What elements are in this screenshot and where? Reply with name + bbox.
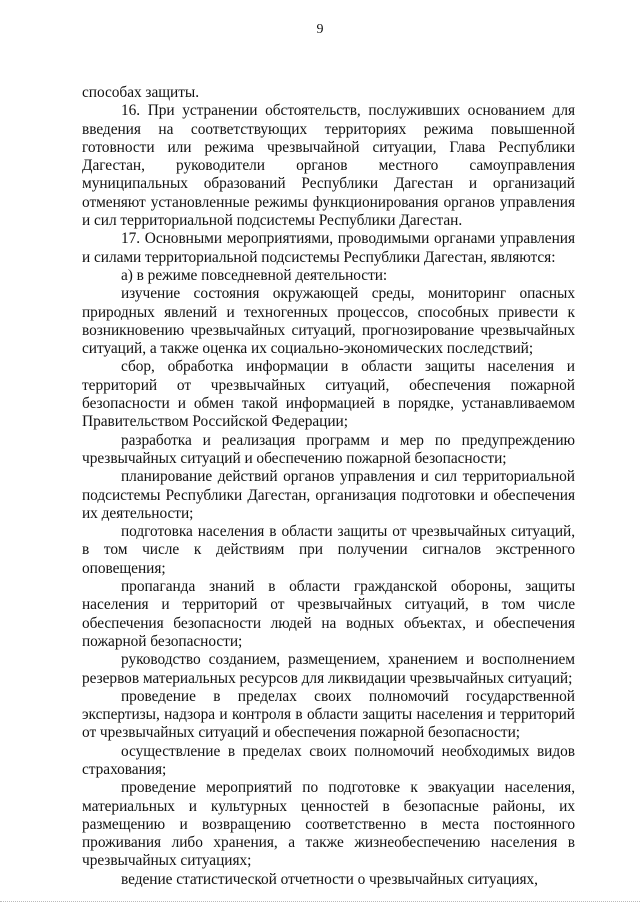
paragraph: ведение статистической отчетности о чрезвычайных ситуациях, [121,870,538,888]
paragraph: способах защиты. [82,84,199,101]
paragraph: проведение мероприятий по подготовке к эвакуации населения, материальных и культурных ценностей в безопасные районы, их размещению и возвращению соответственно в места постоянного проживания либо хранения, а также жизнеобеспечению населения в чрезвычайных ситуациях; [82,779,575,870]
paragraph-item-16: 16. При устранении обстоятельств, послуживших основанием для введения на соответствующих территориях режима повышенной готовности или режима чрезвычайной ситуации, Глава Республики Дагестан, руководители органов местного самоуправления муниципальных образований Республики Дагестан и организаций отменяют установленные режимы функционирования органов управления и сил территориальной подсистемы Республики Дагестан. [82,102,575,230]
paragraph-item-17: 17. Основными мероприятиями, проводимыми органами управления и силами территориальной подсистемы Республики Дагестан, являются: [82,230,575,266]
paragraph: пропаганда знаний в области гражданской обороны, защиты населения и территорий от чрезвычайных ситуаций, в том числе обеспечения безопасности людей на водных объектах, и обеспечения пожарной безопасности; [82,578,575,650]
paragraph: разработка и реализация программ и мер по предупреждению чрезвычайных ситуаций и обеспечению пожарной безопасности; [82,431,575,467]
paragraph: сбор, обработка информации в области защиты населения и территорий от чрезвычайных ситуаций, обеспечения пожарной безопасности и обмен такой информацией в порядке, устанавливаемом Правительством Российской Федерации; [82,358,575,431]
paragraph: руководство созданием, размещением, хранением и восполнением резервов материальных ресурсов для ликвидации чрезвычайных ситуаций; [82,651,575,687]
scan-bottom-edge [0,901,640,905]
paragraph: осуществление в пределах своих полномочий необходимых видов страхования; [82,742,575,778]
paragraph: проведение в пределах своих полномочий государственной экспертизы, надзора и контроля в области защиты населения и территорий от чрезвычайных ситуаций и обеспечения пожарной безопасности; [82,687,575,742]
subsection-heading-a: а) в режиме повседневной деятельности: [121,266,388,284]
paragraph: подготовка населения в области защиты от чрезвычайных ситуаций, в том числе к действиям при получении сигналов экстренного оповещения; [82,523,575,577]
document-body [82,84,575,889]
paragraph: планирование действий органов управления и сил территориальной подсистемы Республики Дагестан, организация подготовки и обеспечения их деятельности; [82,468,575,522]
paragraph: изучение состояния окружающей среды, мониторинг опасных природных явлений и техногенных процессов, способных привести к возникновению чрезвычайных ситуаций, прогнозирование чрезвычайных ситуаций, а также оценка их социально-экономических последствий; [82,285,575,358]
page-number: 9 [316,22,324,37]
